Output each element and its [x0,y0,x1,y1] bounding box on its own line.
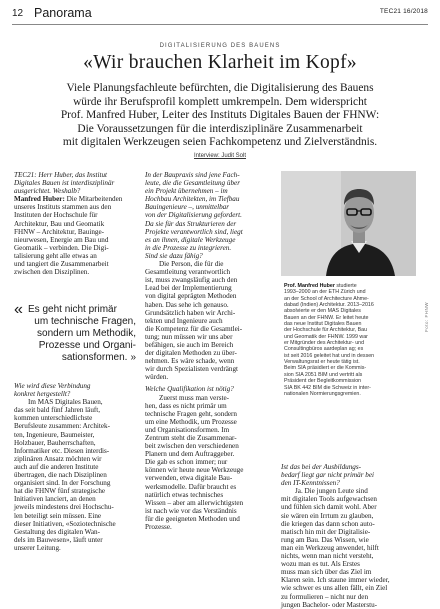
answer-line: Wissen – aber am allerwichtigsten [145,498,244,507]
answer-line: natürlich etwas technisches [145,490,224,499]
answer-line: beit zwischen den verschiedenen [145,442,239,451]
question-line: Sind sie dazu fähig? [145,251,203,260]
answer-line: Grundsätzlich haben wir Archi- [145,308,236,317]
answer-line: talisierung geht alle etwas an [14,251,97,260]
caption-line: nationalen Normierungsgremien. [284,390,361,397]
answer-line: haben. Das sehe ich genauso. [145,300,229,309]
answer-line: unserer Leitung. [14,543,61,552]
lead-line: Die Voraussetzungen für die interdisziplinäre Zusammenarbeit [77,122,363,135]
answer-line: wir durch Spezialisten verdrängt [145,365,238,374]
question-line: Projekte verantwortlich sind, liegt [145,227,243,236]
answer-line: dieser Initiativen, «Soziotechnische [14,519,116,528]
byline[interactable]: Interview: Judit Solt [193,153,247,159]
pull-quote [14,301,136,364]
answer-line: Geomatik – verbinden. Die Digi- [14,243,109,252]
quote-mark: « [14,301,23,318]
caption-line: Präsident der Begleitkommission [284,378,362,385]
caption-line: sion SIA 2051 BIM und vertritt als [284,371,363,378]
answer-line: Informatiker etc. Diesen interdis- [14,446,110,455]
answer-line: technische Fragen geht, sondern [145,409,238,418]
answer-line: Holzbauer, Bauherrschaften, [14,438,96,447]
question-line: Bauingenieure –, unmittelbar [145,203,230,212]
lead-line: mit digitalen Werkzeugen seien Fachkompetenz und Zielverständnis. [62,136,378,149]
answer-line: rung am Bau. Das Wissen, wie [281,535,369,544]
pull-quote-line: um technische Fragen, [34,316,136,327]
section-title: Panorama [34,6,92,20]
caption-line: ist seit 2016 geleitet hat und in dessen [284,352,375,359]
question-line: von der Digitalisierung gefordert. [145,211,242,220]
answer-line: muss man sich über das Ziel im [281,568,372,577]
answer-line: Im MAS Digitales Bauen, [28,398,103,407]
answer-line: wozu man es tut. Als Erstes [281,560,360,569]
question-line: leute, die die Gesamtleitung über [145,179,240,188]
answer-line: Instituten der Hochschule für [14,211,98,220]
caption-line: er Mitgründer des Architektur- und [284,340,365,347]
answer-line: Zentrum steht die Zusammenar- [145,434,237,442]
answer-line: Planern und dem Auftraggeber. [145,450,235,459]
answer-text: Die Mitarbeitenden [64,195,123,204]
answer-line: len beteiligt sein müssen. Eine [14,511,102,520]
answer-line: Lead bei der Implementierung [145,284,232,293]
question-line: es an ihnen, digitale Werkzeuge [145,235,236,244]
article-kicker: DIGITALISIERUNG DES BAUENS [159,43,281,49]
answer-line: von digital geprägten Methoden [145,292,237,301]
caption-line: das neue Institut Digitales Bauen [284,321,362,328]
page-number: 12 [12,8,24,19]
question-line: konkret hergestellt? [14,390,71,399]
caption-line: absolvierte er den MAS Digitales [284,308,361,315]
answer-line: ist, muss zwangsläufig auch den [145,276,238,285]
caption-line: der Hochschule für Architektur, Bau [284,327,368,334]
answer-line: befähigen, sie auch im Bereich [145,340,234,349]
question-line: den IT-Kenntnissen? [281,479,340,488]
lead-line: Viele Planungsfachleute befürchten, die Digitalisierung des Bauens [66,82,374,94]
article-lead [25,82,415,150]
answer-line: hen, dass es nicht primär um [145,401,227,410]
answer-line: hat die FHNW fünf strategische [14,487,106,496]
answer-line [14,195,134,203]
question-line: Hochbau Architekten, im Tiefbau [145,195,240,204]
answer-line: die kriegen das dann schon auto- [281,519,375,528]
answer-line: ten, Ingenieure, Baumeister, [14,430,95,439]
answer-line: und fühlen sich damit wohl. Aber [281,503,377,512]
answer-line: nehmen. Es wäre schade, wenn [145,357,235,366]
answer-line: mit digitalen Tools aufgewachsen [281,495,377,504]
pull-quote-line: Prozesse und Organi- [38,340,136,351]
caption-name: Prof. Manfred Huber [284,283,335,289]
answer-line: können wir heute neue Werkzeuge [145,466,244,475]
answer-line: jeweils mindestens drei Hochschu- [14,503,114,512]
answer-line: Gesamtleitung verantwortlich [145,268,231,277]
article-headline: «Wir brauchen Klarheit im Kopf» [83,52,357,73]
page-header [12,6,428,24]
answer-line: nieurwesen, Energie am Bau und [14,235,109,244]
question-line: in die Prozesse zu integrieren. [145,243,232,252]
answer-line: ist nach wie vor das Verständnis [145,506,237,515]
column-1-lower [14,382,136,552]
pull-quote-line: sationsformen. » [61,352,136,363]
answer-line: für die geeigneten Methoden und [145,514,240,523]
question-line: ausgerichtet. Weshalb? [14,187,81,196]
answer-line: die Kompetenz für die Gesamtlei- [145,324,243,333]
column-3 [281,463,416,609]
lead-line: würde ihr Berufsprofil komplett umkrempeln. Dem widerspricht [73,95,367,108]
caption-line: Bauen an der FHNW. Er leitet heute [284,314,369,321]
caption-line: SIA BK 442 BIM die Schweiz in inter- [284,384,371,391]
answer-line: um eine Methodik, um Prozesse [145,417,237,426]
quote-end-mark: » [130,352,136,363]
answer-line: Initiativen lanciert, an denen [14,495,96,504]
answer-line: organisiert sind. In der Forschung [14,479,111,488]
answer-line: matisch hin mit der Digitalisie- [281,527,371,536]
answer-line: Gestaltung des digitalen Wan- [14,527,100,536]
answer-line: tung; nun müssen wir uns aber [145,332,233,341]
caption-line: Prof. Manfred Huber studierte [284,283,357,289]
answer-line: auch auf die anderen Institute [14,462,99,471]
answer-line: der digitalen Methoden zu über- [145,349,237,358]
answer-line: werksmodelle. Dafür braucht es [145,482,237,491]
question-line: bedarf liegt gar nicht primär bei [281,471,375,480]
answer-line: ziplinären Ansatz möchten wir [14,454,102,463]
answer-line: Architektur, Bau und Geomatik [14,219,105,228]
portrait-photo [281,171,416,276]
question-line: In der Baupraxis sind jene Fach- [145,171,240,179]
question-line: Wie wird diese Verbindung [14,382,91,390]
question-line: ein Projekt übernehmen – im [145,187,228,196]
question-line: Welche Qualifikation ist nötig? [145,385,234,394]
header-divider [12,24,428,25]
answer-line: jungen Bachelor- oder Masterstu- [281,600,378,609]
caption-line: an der School of Architecture Ahme- [284,295,369,302]
pull-quote-text [28,304,136,364]
pull-quote-line: Es geht nicht primär [28,304,117,315]
answer-line: zwischen den Disziplinen. [14,268,90,277]
answer-line: FHNW – Architektur, Bauinge- [14,227,105,236]
answer-line: man ein Werkzeug anwendet, hilft [281,543,379,552]
column-1 [14,171,134,276]
caption-line: Beim SIA präsidiert er die Kommis- [284,365,367,372]
answer-line: nichts, wenn man nicht versteht, [281,552,374,561]
answer-line: wie schwer es uns allen fällt, ein Ziel [281,584,388,593]
issue-label: TEC21 16/2018 [379,8,428,15]
answer-line: Die Person, die für die [159,260,224,269]
answer-line: Klaren sein. Ich staune immer wieder, [281,576,390,585]
question-line: TEC21: Herr Huber, das Institut [14,171,108,179]
question-line: Digitales Bauen ist interdisziplinär [14,179,115,188]
answer-line: Zuerst muss man verste- [159,393,230,402]
answer-line: Prozesse. [145,523,172,532]
answer-line: sie wären ein Irrtum zu glauben, [281,511,374,520]
answer-line: verwenden, etwa digitale Bau- [145,474,233,483]
column-2 [145,171,270,531]
answer-line: und tangiert die Zusammenarbeit [14,260,109,269]
answer-line: Die gab es schon immer; nur [145,458,228,467]
caption-line: dabad (Indien) Architektur. 2013–2016 [284,302,374,309]
answer-line: Berufsleute zusammen: Architek- [14,422,110,431]
answer-line: unseres Instituts stammen aus den [14,203,112,212]
answer-line: das seit bald fünf Jahren läuft, [14,406,101,415]
caption-line: 1993–2000 an der ETH Zürich und [284,289,366,296]
question-line: Da sie für das Strukturieren der [145,219,237,228]
answer-line: dels im Bauwesen», läuft unter [14,535,103,544]
answer-line: und Organisationsformen. Im [145,425,230,434]
answer-line: zu formulieren – nicht nur den [281,592,369,601]
photo-caption [284,283,419,397]
caption-line: Consultingbüros aardeplan ag; es [284,346,364,353]
caption-line: und Geomatik der FHNW. 1999 war [284,333,368,340]
question-line: Ist das bei der Ausbildungs- [281,463,362,471]
lead-line: Prof. Manfred Huber, Leiter des Instituts Digitales Bauen der FHNW: [60,109,380,122]
caption-line: Verwaltungsrat er heute tätig ist. [284,359,360,366]
portrait-illustration [281,171,416,276]
answer-line: Ja. Die jungen Leute sind [295,487,368,496]
answer-line: übertragen, die nach Disziplinen [14,471,107,480]
answer-line: kommen unterschiedlichste [14,414,93,423]
photo-credit: Foto: FHNW [424,302,429,333]
answer-line: tekten und Ingenieure auch [145,316,223,325]
speaker-name: Manfred Huber: [14,195,65,204]
pull-quote-line: sondern um Methodik, [37,328,136,339]
answer-line: würden. [145,373,169,382]
